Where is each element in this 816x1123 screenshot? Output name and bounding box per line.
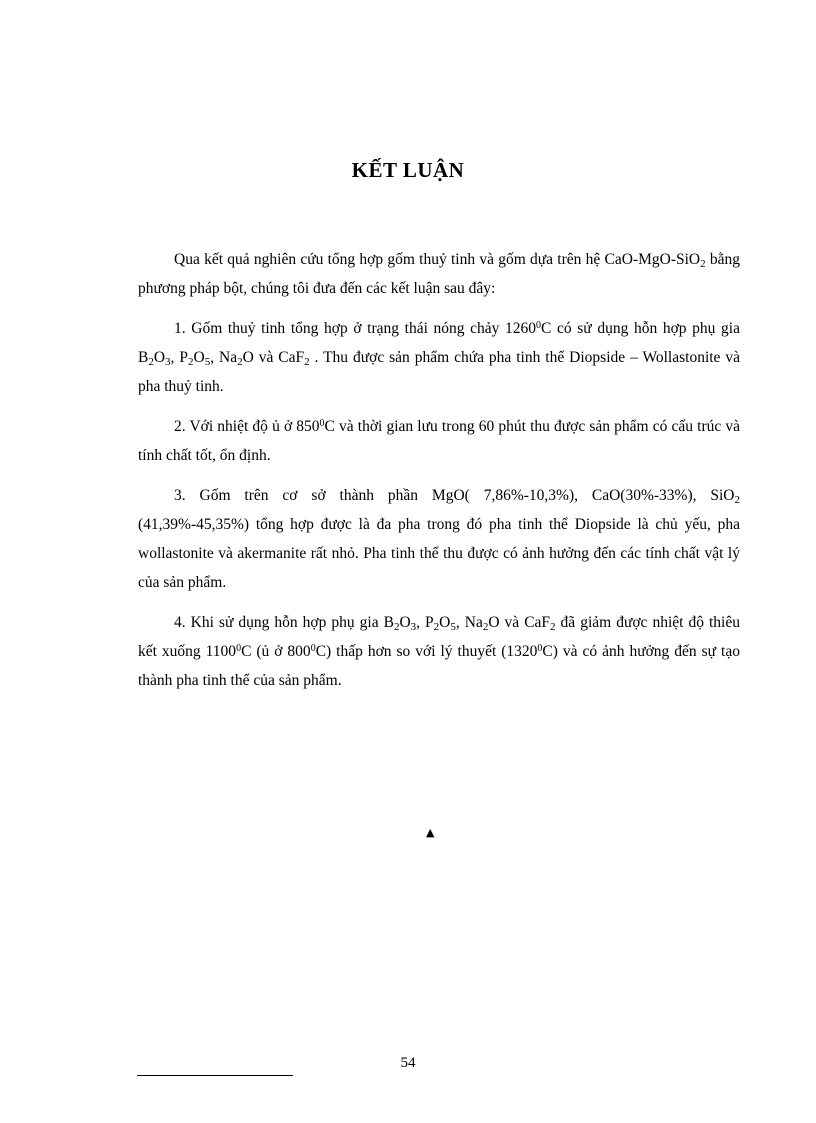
conclusion-body	[138, 245, 740, 706]
page-title: KẾT LUẬN	[351, 158, 465, 182]
conclusion-item-3: 3. Gốm trên cơ sở thành phần MgO( 7,86%-10,3%), CaO(30%-33%), SiO$_2$ (41,39%-45,35%) tổng hợp được là đa pha trong đó pha tinh thể Diopside là chủ yếu, pha wollastonite và akermanite rất nhỏ. Pha tinh thể thu được có ảnh hưởng đến các tính chất vật lý của sản phẩm.	[138, 487, 740, 591]
intro-paragraph: Qua kết quả nghiên cứu tổng hợp gốm thuỷ tinh và gốm dựa trên hệ CaO-MgO-SiO$_2$ bằng phương pháp bột, chúng tôi đưa đến các kết luận sau đây:	[138, 251, 740, 297]
conclusion-item-2: 2. Với nhiệt độ ủ ở $850^0C$ và thời gian lưu trong 60 phút thu được sản phẩm có cấu trúc và tính chất tốt, ổn định.	[138, 418, 740, 464]
footnote-separator	[137, 1075, 293, 1076]
conclusion-item-1: 1. Gốm thuỷ tinh tổng hợp ở trạng thái nóng chảy 1260$^0$C có sử dụng hỗn hợp phụ gia $B_2O_3$, $P_2O_5$, $Na_2O$ và CaF$_2$ . Thu được sản phẩm chứa pha tinh thể Diopside – Wollastonite và pha thuỷ tinh.	[138, 320, 740, 395]
conclusion-item-4: 4. Khi sử dụng hỗn hợp phụ gia $B_2O_3$, $P_2O_5$, $Na_2O$ và CaF$_2$ đã giảm được nhiệt độ thiêu kết xuống 1100$^0$C (ủ ở $800^0C$) thấp hơn so với lý thuyết (1320$^0$C) và có ảnh hưởng đến sự tạo thành pha tinh thể của sản phẩm.	[138, 614, 740, 689]
triangle-marker-icon: ▲	[426, 826, 435, 839]
page-number: 54	[400, 1055, 416, 1071]
